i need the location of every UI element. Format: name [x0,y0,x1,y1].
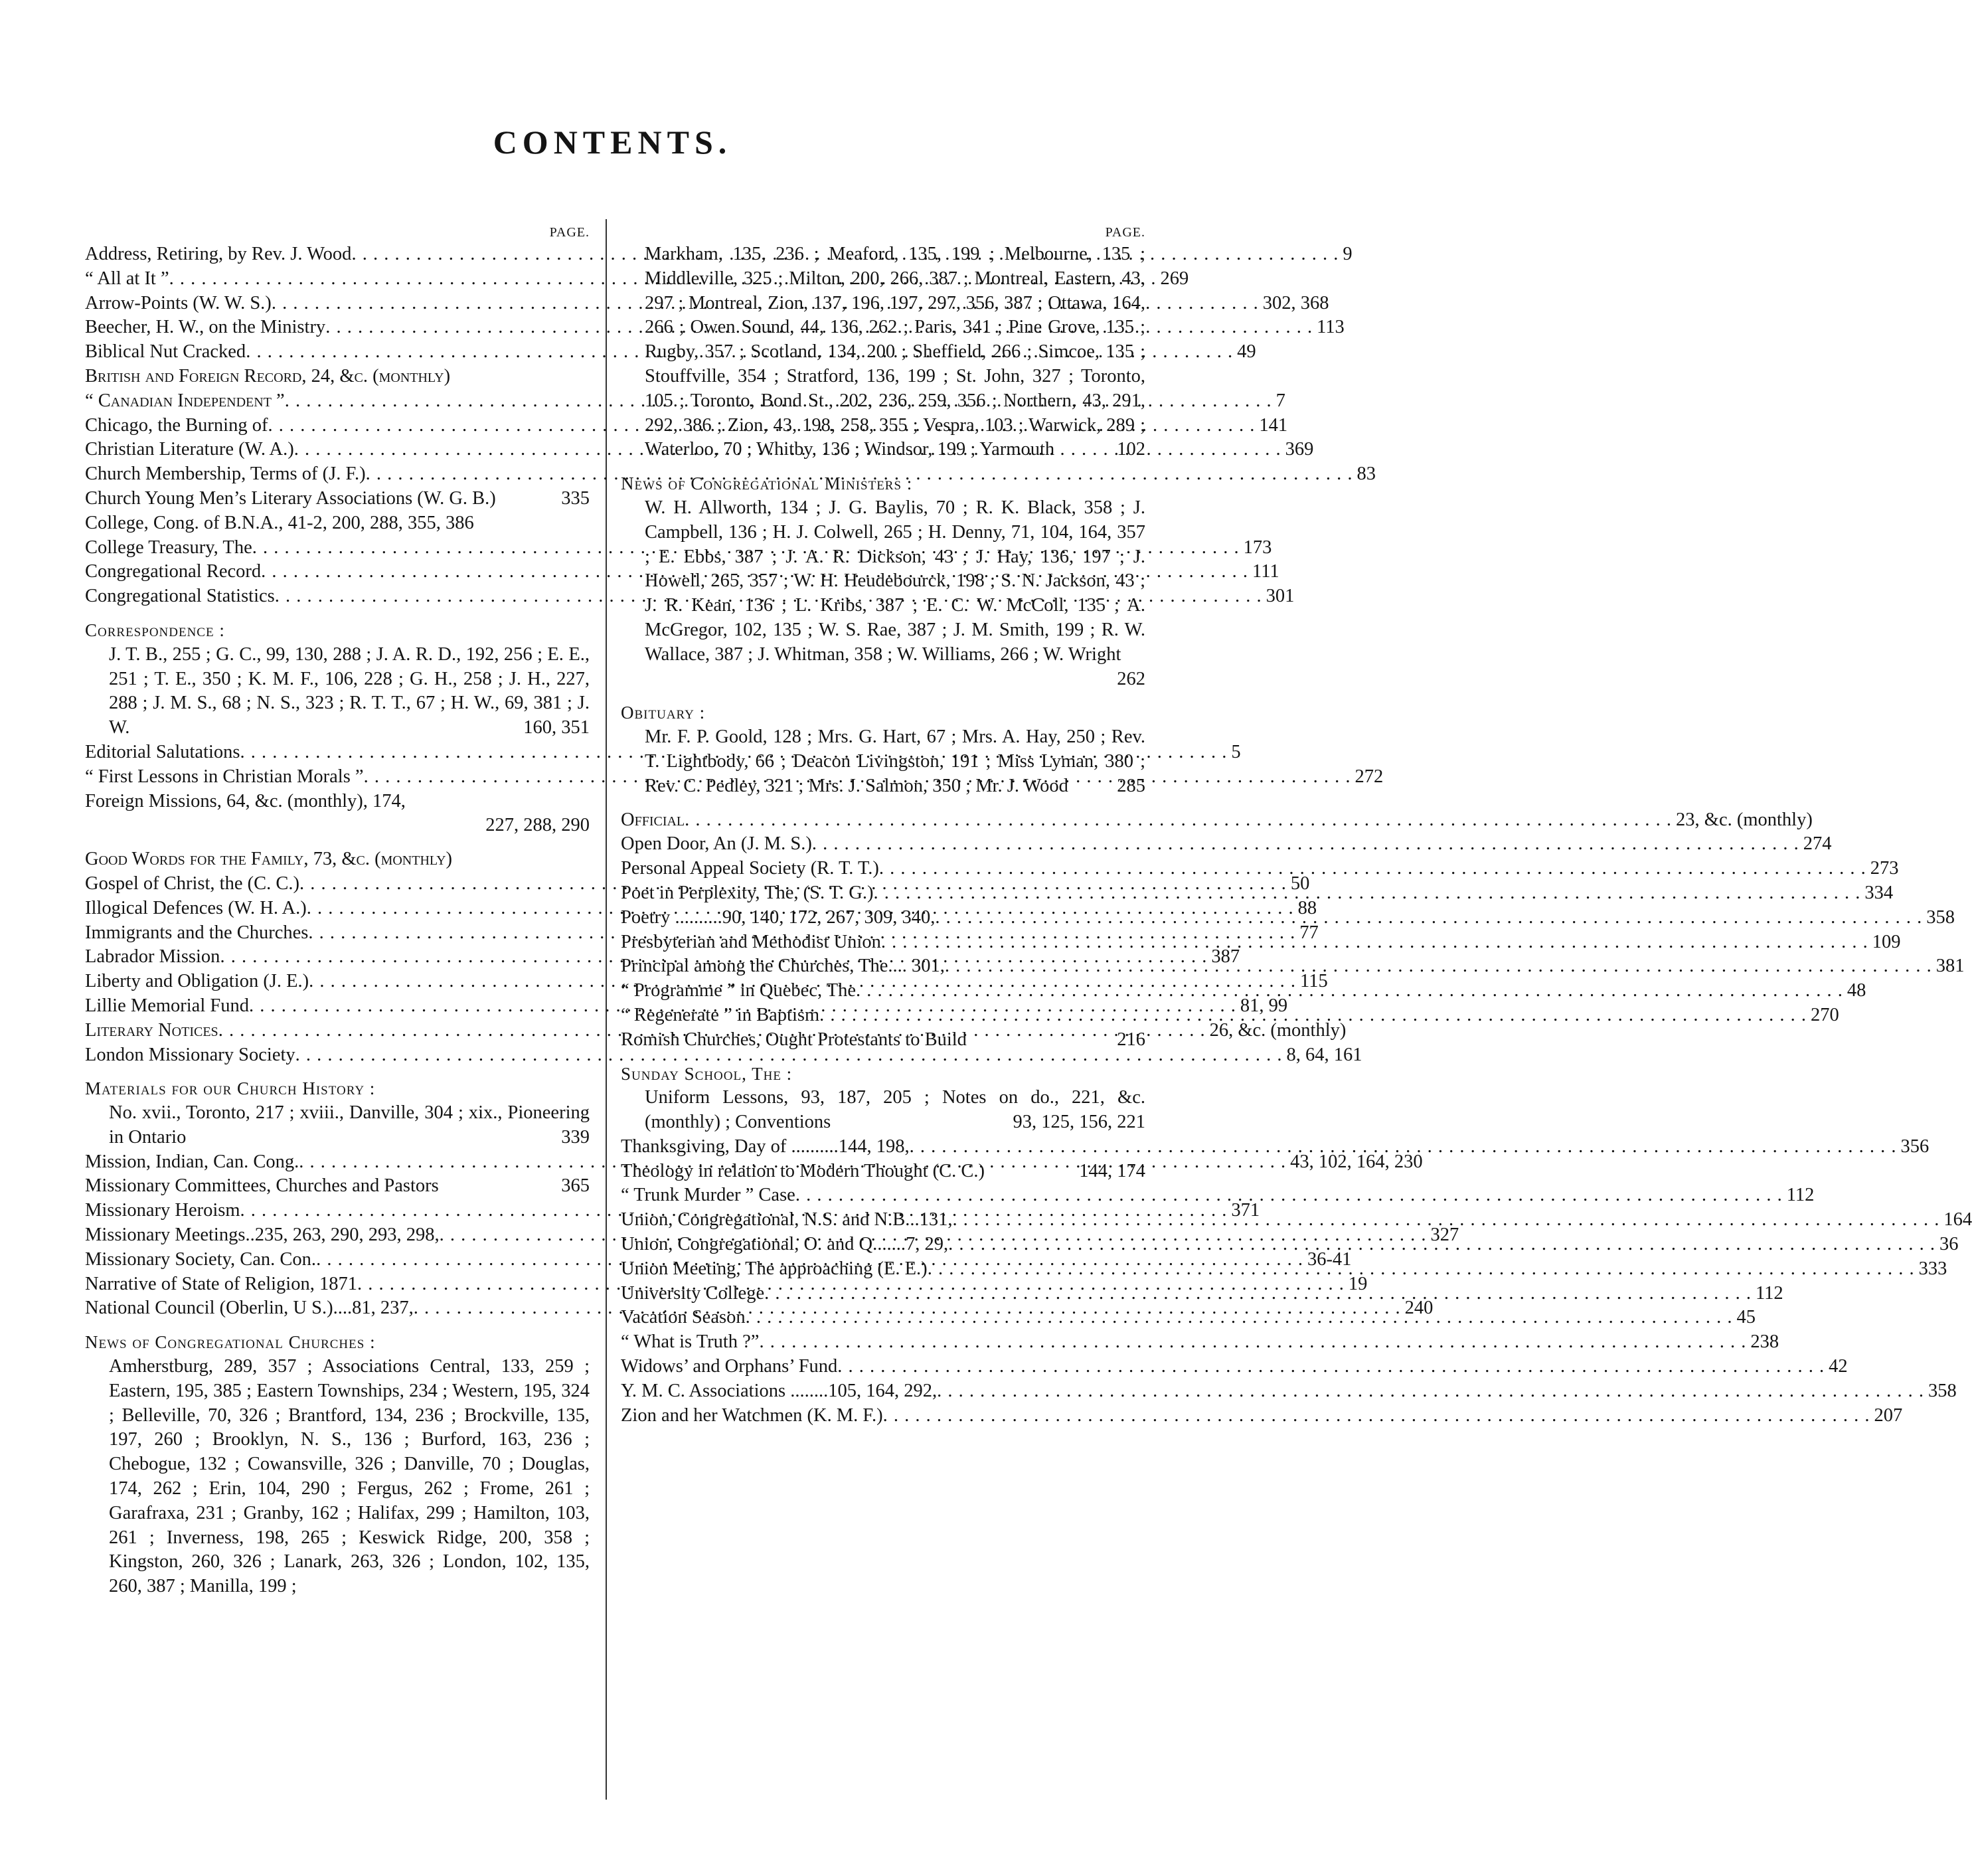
entry-title: Chicago, the Burning of [85,414,268,436]
toc-entry [621,1330,1779,1355]
entry-pages: 19 [1348,1273,1368,1294]
entry-title: “ All at It ” [85,268,169,289]
entry-pages: 381 [1935,956,1965,977]
section-correspondence: Correspondence : J. T. B., 255 ; G. C., 99, 130, 288 ; J. A. R. D., 192, 256 ; E. E., 251 ; T. E., 350 ; K. M. F., 106, 228 ; G. H., 258 ; J. H., 227, 288 ; J. M. S., 68 ; N. S., 323 ; R. T. T., 67 ; H. W., 69, 381 ; J. W. 160, 351 [85,618,590,740]
dot-leader [935,906,1922,930]
entry-news-continued: Markham, 135, 236 ; Meaford, 135, 199 ; Melbourne, 135 ; Middleville, 325 ; Milton, 200, 266, 387 ; Montreal, Eastern, 43, 297 ; Montreal, Zion, 137, 196, 197, 297, 356, 387 ; Ottawa, 164, 266 ; Owen Sound, 44, 136, 262 ; Paris, 341 ; Pine Grove, 135 ; Rugby, 357 ; Scotland, 134, 200 ; Sheffield, 266 ; Simcoe, 135 ; Stouffville, 354 ; Stratford, 136, 199 ; St. John, 327 ; Toronto, 105 ; Toronto, Bond St., 202, 236, 259, 356 ; Northern, 43, 291, 292, 386 ; Zion, 43, 198, 258, 355 ; Vespra, 103 ; Warwick, 289 ; Waterloo, 70 ; Whitby, 136 ; Windsor, 199 ; Yarmouth 102 [645,244,1145,460]
entry-pages: 88 [1297,897,1317,918]
toc-entry [85,315,1345,340]
entry-foreign-missions: Foreign Missions, 64, &c. (monthly), 174, 227, 288, 290 [85,790,590,836]
entry-title: Narrative of State of Religion, 1871 [85,1273,357,1294]
entry-title: Lillie Memorial Fund [85,995,249,1016]
entry-pages: 274 [1803,833,1832,855]
entry-pages: 369 [1285,439,1314,460]
entry-official: Official . . . 23, &c. (monthly) [621,808,1145,833]
entry-title: Presbyterian and Methodist Union [621,931,881,952]
entry-pages: 77 [1299,922,1319,943]
entry-title: Zion and her Watchmen (K. M. F.) [621,1405,883,1426]
toc-entry [621,1379,1957,1404]
entry-title: Christian Literature (W. A.) [85,439,294,460]
entry-title: “ Regenerate ” in Baptism [621,1004,820,1025]
entry-title: Labrador Mission [85,946,220,968]
entry-title: Liberty and Obligation (J. E.) [85,971,309,992]
entry-title: Union Meeting, The approaching (E. E.) [621,1258,928,1279]
entry-pages: 115 [1300,971,1328,992]
entry-title: “ Programme ” in Quebec, The [621,980,857,1001]
dot-leader [837,1355,1825,1379]
entry-pages: 358 [1926,906,1955,928]
entry-pages: 113 [1317,317,1345,338]
entry-title: Open Door, An (J. M. S.) [621,833,812,855]
entry-title: Poetry ..........90, 140, 172, 267, 309, 340, [621,906,936,928]
entry-pages: 83 [1356,464,1376,485]
section-news-ministers: News of Congregational Ministers : W. H. Allworth, 134 ; J. G. Baylis, 70 ; R. K. Black, 358 ; J. Campbell, 136 ; H. J. Colwell, 265 ; H. Denny, 71, 104, 164, 357 ; E. Ebbs, 387 ; J. A. R. Dickson, 43 ; J. Hay, 136, 197 ; J. Howell, 265, 357 ; W. H. Heudebourck, 198 ; S. N. Jackson, 43 ; J. R. Kean, 136 ; L. Kribs, 387 ; E. C. W. McColl, 135 ; A. McGregor, 102, 135 ; W. S. Rae, 387 ; J. M. Smith, 199 ; R. W. Wallace, 387 ; J. Whitman, 358 ; W. Williams, 266 ; W. Wright 262 [621,471,1145,691]
entry-title: Thanksgiving, Day of ..........144, 198, [621,1136,910,1157]
entry-missionary-committees: Missionary Committees, Churches and Pastors 365 [85,1175,590,1197]
entry-theology: Theology in relation to Modern Thought (C. C.) 144, 174 [621,1160,1145,1181]
entry-pages: 49 [1237,341,1256,363]
entry-good-words: Good Words for the Family, 73, &c. (monthly) [85,849,453,870]
entry-group [621,1135,1930,1159]
section-heading: News of Congregational Ministers : [621,473,913,494]
dot-leader [879,857,1866,881]
entry-pages: 45 [1736,1307,1756,1328]
entry-pages: 36-41 [1307,1248,1352,1270]
page-column-heading: PAGE. [1105,225,1145,240]
entry-title: Biblical Nut Cracked [85,341,246,363]
entry-pages: 5 [1231,741,1241,762]
page-column-heading: PAGE. [549,225,590,240]
toc-entry [85,414,1288,438]
toc-entry [85,740,1241,765]
entry-title: Editorial Salutations [85,741,240,762]
dot-leader [883,1404,1870,1428]
dot-leader [953,1208,1940,1233]
entry-pages: 273 [1870,858,1899,879]
entry-pages: 50 [1290,873,1310,894]
entry-title: Congregational Statistics [85,586,275,607]
toc-entry [85,242,1353,267]
toc-entry [85,438,1314,462]
entry-pages: 327 [1430,1225,1459,1246]
entry-pages: 112 [1786,1185,1815,1206]
toc-entry [621,1183,1815,1208]
entry-title: “ First Lessons in Christian Morals ” [85,766,364,787]
dot-leader [937,1379,1924,1404]
entry-mission-indian: Mission, Indian, Can. Cong. . . . 43, 102, 164, 230 [85,1150,590,1175]
entry-pages: 109 [1872,931,1901,952]
toc-entry [621,857,1899,881]
dot-leader [759,1330,1746,1355]
entry-pages: 269 [1160,268,1189,289]
entry-title: Widows’ and Orphans’ Fund [621,1356,838,1377]
entry-pages: 81, 99 [1240,995,1288,1016]
entry-title: Missionary Society, Can. Con. [85,1248,317,1270]
entry-title: Missionary Meetings..235, 263, 290, 293, 298, [85,1225,440,1246]
toc-entry [85,340,1256,365]
toc-entry [85,536,1272,560]
dot-leader [795,1183,1783,1208]
entry-title: Vacation Season [621,1307,746,1328]
entry-pages: 240 [1404,1298,1434,1319]
entry-pages: 173 [1243,537,1272,558]
dot-leader [881,930,1868,955]
entry-title: “ What is Truth ?” [621,1331,760,1353]
dot-leader [910,1135,1897,1159]
entry-pages: 141 [1259,414,1288,436]
entry-church-young-men: Church Young Men’s Literary Associations (W. G. B.) 335 [85,487,590,509]
page-title: CONTENTS. [493,124,732,161]
entry-title: Arrow-Points (W. W. S.) [85,292,272,313]
entry-title: Beecher, H. W., on the Ministry [85,317,326,338]
section-heading: Materials for our Church History : [85,1078,376,1099]
entry-title: Personal Appeal Society (R. T. T.) [621,858,879,879]
dot-leader [856,979,1843,1003]
entry-title: University College [621,1282,765,1304]
section-heading: Obituary : [621,703,706,723]
toc-entry [621,1404,1903,1428]
section-heading: News of Congregational Churches : [85,1332,376,1353]
entry-title: Address, Retiring, by Rev. J. Wood [85,244,352,264]
entry-pages: 301 [1266,586,1295,607]
entry-title: Principal among the Churches, The.... 301, [621,956,945,977]
dot-leader [764,1282,1752,1306]
toc-entry [85,765,1384,790]
entry-pages: 48 [1847,980,1866,1001]
entry-pages: 207 [1874,1405,1903,1426]
toc-entry [85,292,1329,316]
entry-pages: 238 [1750,1331,1779,1353]
entry-title: Gospel of Christ, the (C. C.) [85,873,299,894]
entry-title: Y. M. C. Associations ........105, 164, 292, [621,1380,938,1401]
entry-canadian-independent: “ Canadian Independent ” . . . 7 [85,389,590,414]
entry-pages: 334 [1864,882,1894,903]
entry-college: College, Cong. of B.N.A., 41-2, 200, 288, 355, 386 [85,512,474,533]
entry-pages: 42 [1829,1356,1848,1377]
toc-entry [85,584,1295,609]
entry-title: Illogical Defences (W. H. A.) [85,897,307,918]
entry-title: “ Trunk Murder ” Case [621,1185,795,1206]
entry-title: Union, Congregational, O. and Q.......7, 29, [621,1234,949,1255]
section-sunday-school: Sunday School, The : Uniform Lessons, 93, 187, 205 ; Notes on do., 221, &c. (monthly) ; Conventions 93, 125, 156, 221 [621,1062,1145,1135]
entry-pages: 333 [1918,1258,1947,1279]
section-heading: Correspondence : [85,620,225,640]
entry-pages: 112 [1755,1282,1783,1304]
entry-title: Missionary Heroism [85,1200,240,1221]
entry-title: National Council (Oberlin, U S.)....81, 237, [85,1298,414,1319]
entry-pages: 387 [1211,946,1240,968]
entry-title: College Treasury, The [85,537,252,558]
entry-pages: 111 [1252,561,1279,582]
entry-pages: 270 [1811,1004,1839,1025]
entry-pages: 358 [1928,1380,1957,1401]
toc-entry [621,1355,1848,1379]
entry-pages: 164 [1943,1209,1972,1231]
dot-leader [812,832,1799,857]
entry-group [85,536,1295,609]
toc-entry [85,560,1279,584]
dot-leader [948,1233,1935,1257]
entry-pages: 371 [1231,1200,1260,1221]
dot-leader [928,1257,1915,1282]
entry-title: Congregational Record [85,561,262,582]
dot-leader [819,1003,1807,1028]
entry-literary-notices: Literary Notices . . . 26, &c. (monthly) [85,1019,590,1043]
entry-title: Church Membership, Terms of (J. F.) [85,464,366,485]
entry-pages: 302, 368 [1262,292,1329,313]
toc-entry [85,267,1189,292]
dot-leader [874,881,1861,906]
entry-pages: 36 [1939,1234,1959,1255]
section-obituary: Obituary : Mr. F. P. Goold, 128 ; Mrs. G. Hart, 67 ; Mrs. A. Hay, 250 ; Rev. T. Lightbody, 66 ; Deacon Livingston, 191 ; Miss Lyman, 380 ; Rev. C. Pedley, 321 ; Mrs. J. Salmon, 350 ; Mr. J. Wood 285 [621,701,1145,798]
entry-pages: 272 [1355,766,1384,787]
entry-pages: 356 [1900,1136,1930,1157]
entry-pages: 9 [1343,244,1353,264]
entry-london-missionary: London Missionary Society . . . 8, 64, 161 [85,1043,590,1068]
entry-title: Immigrants and the Churches [85,922,309,943]
entry-title: Poet in Perplexity, The, (S. T. G.) [621,882,874,903]
entry-romish-churches: Romish Churches, Ought Protestants to Build 216 [621,1029,1145,1050]
dot-leader [746,1306,1733,1330]
entry-title: Union, Congregational, N.S. and N.B...131, [621,1209,953,1231]
section-heading: Sunday School, The : [621,1063,793,1084]
toc-entry [621,832,1832,857]
section-materials: Materials for our Church History : No. xvii., Toronto, 217 ; xviii., Danville, 304 ; xix., Pioneering in Ontario 339 [85,1076,590,1150]
section-news-churches: News of Congregational Churches : Amherstburg, 289, 357 ; Associations Central, 133, 259 ; Eastern, 195, 385 ; Eastern Townships, 234 ; Western, 195, 324 ; Belleville, 70, 326 ; Brantford, 134, 236 ; Brockville, 135, 197, 260 ; Brooklyn, N. S., 136 ; Burford, 163, 236 ; Chebogue, 132 ; Cowansville, 326 ; Danville, 70 ; Douglas, 174, 262 ; Erin, 104, 290 ; Fergus, 262 ; Frome, 261 ; Garafraxa, 231 ; Granby, 162 ; Halifax, 299 ; Hamilton, 103, 261 ; Inverness, 198, 265 ; Keswick Ridge, 200, 358 ; Kingston, 260, 326 ; Lanark, 263, 326 ; London, 102, 135, 260, 387 ; Manilla, 199 ; [85,1330,590,1599]
toc-entry [621,1135,1930,1159]
entry-british-record: British and Foreign Record, 24, &c. (monthly) [85,365,451,386]
dot-leader [945,954,1932,979]
